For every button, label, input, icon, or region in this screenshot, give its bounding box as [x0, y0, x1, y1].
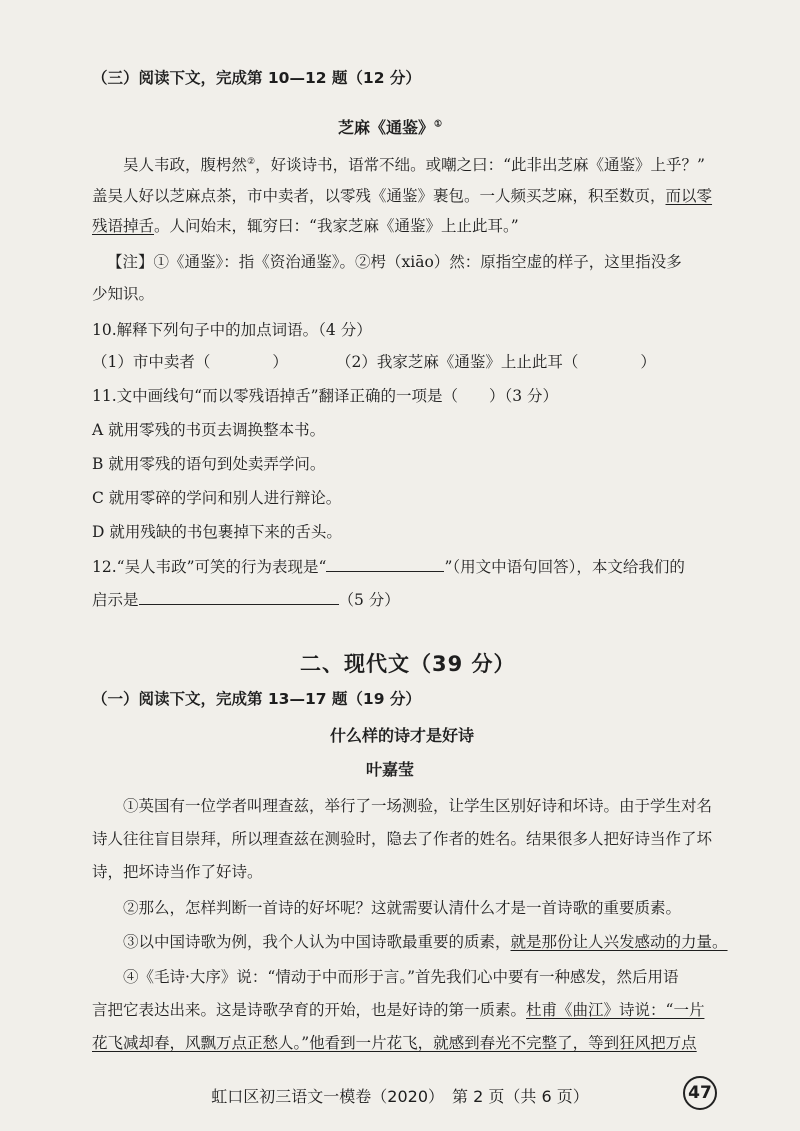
part2-subheader: （一）阅读下文，完成第 13—17 题（19 分）: [92, 690, 421, 708]
passage-line-3: [92, 214, 519, 236]
q11-option-c: C 就用零碎的学问和别人进行辩论。: [92, 489, 342, 507]
q12-text: ”（用文中语句回答），本文给我们的: [444, 558, 685, 576]
article-p2: ②那么，怎样判断一首诗的好坏呢？这就需要认清什么才是一首诗歌的重要质素。: [123, 899, 682, 917]
article-p4-line-3: [92, 1031, 697, 1053]
q11-option-d: D 就用残缺的书包裹掉下来的舌头。: [92, 523, 342, 541]
passage-text: ，好谈诗书，语常不绌。或嘲之曰：“此非出芝麻《通鉴》上乎？”: [255, 156, 705, 174]
underlined-sentence: 花飞减却春，风飘万点正愁人。”他看到一片花飞，就感到春光不完整了，等到狂风把万点: [92, 1034, 697, 1052]
article-text: ③以中国诗歌为例，我个人认为中国诗歌最重要的质素，: [123, 933, 511, 951]
note-line-1: 【注】①《通鉴》：指《资治通鉴》。②枵（xiāo）然：原指空虚的样子，这里指没多: [107, 253, 682, 271]
article-p3: [123, 930, 728, 952]
note-line-2: 少知识。: [92, 285, 155, 303]
article-p1-line-1: ①英国有一位学者叫理查兹，举行了一场测验，让学生区别好诗和坏诗。由于学生对名: [123, 797, 713, 815]
article-title: 什么样的诗才是好诗: [330, 726, 475, 745]
q12-text: 12.“吴人韦政”可笑的行为表现是“: [92, 558, 327, 576]
q12-answer-blank-1[interactable]: [326, 557, 444, 572]
q10-item-1: （1）市中卖者（ ）: [92, 353, 288, 371]
underlined-sentence: 就是那份让人兴发感动的力量。: [510, 933, 728, 951]
page-circle-number: 47: [683, 1076, 717, 1110]
article-p1-line-3: 诗，把坏诗当作了好诗。: [92, 863, 263, 881]
q11-option-b: B 就用零残的语句到处卖弄学问。: [92, 455, 326, 473]
article-p1-line-2: 诗人往往盲目崇拜，所以理查兹在测验时，隐去了作者的姓名。结果很多人把好诗当作了坏: [92, 830, 713, 848]
passage-title-text: 芝麻《通鉴》: [338, 118, 435, 137]
part2-heading: 二、现代文（39 分）: [300, 652, 516, 676]
page-footer: 虹口区初三语文一模卷（2020） 第 2 页（共 6 页）: [211, 1087, 589, 1106]
underlined-sentence: 残语掉舌: [92, 217, 155, 235]
passage-text: 。人问始末，辄穷曰：“我家芝麻《通鉴》上止此耳。”: [154, 217, 519, 235]
article-p4-line-1: ④《毛诗·大序》说：“情动于中而形于言。”首先我们心中要有一种感发，然后用语: [123, 968, 679, 986]
underlined-sentence: 杜甫《曲江》诗说：“一片: [526, 1001, 705, 1019]
q12-line-1: [92, 555, 685, 577]
q12-answer-blank-2[interactable]: [139, 590, 339, 605]
article-author: 叶嘉莹: [366, 760, 415, 779]
q11-option-a: A 就用零残的书页去调换整本书。: [92, 421, 326, 439]
footnote-mark: ②: [247, 156, 256, 167]
passage-text: 吴人韦政，腹枵然: [123, 156, 248, 174]
underlined-sentence: 而以零: [665, 187, 713, 205]
q10-stem: 10.解释下列句子中的加点词语。（4 分）: [92, 321, 372, 339]
passage-text: 盖吴人好以芝麻点茶，市中卖者，以零残《通鉴》裹包。一人频买芝麻，积至数页，: [92, 187, 666, 205]
q10-item-2: （2）我家芝麻《通鉴》上止此耳（ ）: [336, 353, 656, 371]
q11-stem: 11.文中画线句“而以零残语掉舌”翻译正确的一项是（ ）（3 分）: [92, 387, 559, 405]
article-text: 言把它表达出来。这是诗歌孕育的开始，也是好诗的第一质素。: [92, 1001, 527, 1019]
q12-text: 启示是: [92, 591, 139, 609]
passage-title: [338, 115, 442, 138]
q12-line-2: [92, 588, 400, 610]
q12-score: （5 分）: [338, 591, 400, 609]
title-footnote-mark: ①: [434, 119, 443, 130]
article-p4-line-2: [92, 998, 704, 1020]
section3-header: （三）阅读下文，完成第 10—12 题（12 分）: [92, 69, 421, 87]
passage-line-2: [92, 184, 712, 206]
passage-line-1: [123, 153, 705, 175]
